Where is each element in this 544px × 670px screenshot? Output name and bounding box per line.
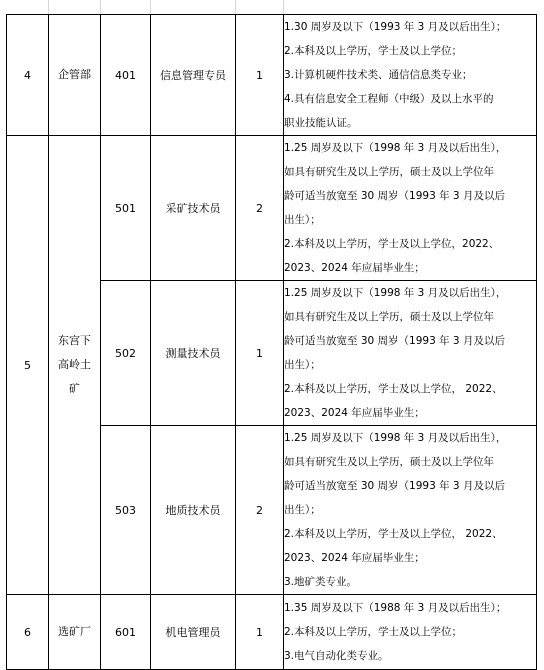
requirement-line: 2.本科及以上学历，学士及以上学位；	[284, 45, 463, 57]
job-code-cell: 601	[101, 595, 151, 670]
unit-cell	[49, 595, 101, 670]
headcount-cell: 1	[236, 15, 284, 136]
requirement-line: 1.25 周岁及以下（1998 年 3 月及以后出生），	[284, 432, 507, 444]
requirement-line: 3.计算机硬件技术类、通信信息类专业；	[284, 69, 473, 81]
job-title-cell: 地质技术员	[151, 426, 236, 595]
requirement-line: 2.本科及以上学历，学士及以上学位，2022、	[284, 238, 500, 250]
job-title-cell: 测量技术员	[151, 281, 236, 426]
requirement-line: 出生）；	[284, 504, 321, 516]
requirement-line: 4.具有信息安全工程师（中级）及以上水平的	[284, 93, 494, 105]
requirements-cell	[284, 426, 537, 595]
requirement-line: 职业技能认证。	[284, 117, 358, 129]
requirements-cell	[284, 281, 537, 426]
unit-cell	[49, 15, 101, 136]
requirement-line: 2.本科及以上学历，学士及以上学位， 2022、	[284, 528, 503, 540]
requirement-line: 3.地矿类专业。	[284, 576, 358, 588]
headcount-cell: 1	[236, 595, 284, 670]
requirement-line: 龄可适当放宽至 30 周岁（1993 年 3 月及以后	[284, 335, 505, 347]
job-title-cell: 机电管理员	[151, 595, 236, 670]
table-row	[7, 15, 537, 136]
job-code-cell: 502	[101, 281, 151, 426]
requirement-line: 1.35 周岁及以下（1988 年 3 月及以后出生）；	[284, 602, 507, 614]
headcount-cell: 1	[236, 281, 284, 426]
unit-name-line: 东宫下	[58, 334, 91, 347]
job-code-cell: 503	[101, 426, 151, 595]
headcount-cell: 2	[236, 426, 284, 595]
requirement-line: 2023、2024 年应届毕业生；	[284, 552, 425, 564]
requirements-cell	[284, 15, 537, 136]
requirement-line: 3.电气自动化类专业。	[284, 650, 389, 662]
table-row	[7, 136, 537, 281]
requirement-line: 1.30 周岁及以下（1993 年 3 月及以后出生）；	[284, 21, 507, 33]
requirement-line: 如具有研究生及以上学历，硕士及以上学位年	[284, 311, 494, 323]
unit-name-line: 选矿厂	[58, 625, 91, 638]
seq-cell: 5	[7, 136, 49, 595]
unit-cell	[49, 136, 101, 595]
headcount-cell: 2	[236, 136, 284, 281]
unit-name-line: 矿	[69, 382, 80, 395]
requirements-cell	[284, 136, 537, 281]
requirement-line: 龄可适当放宽至 30 周岁（1993 年 3 月及以后	[284, 480, 505, 492]
previous-page-fragment	[0, 0, 544, 14]
requirement-line: 出生）；	[284, 359, 321, 371]
requirement-line: 2023、2024 年应届毕业生；	[284, 407, 425, 419]
job-title-cell: 信息管理专员	[151, 15, 236, 136]
unit-name-line: 高岭土	[58, 358, 91, 371]
requirement-line: 2023、2024 年应届毕业生；	[284, 262, 425, 274]
seq-cell: 4	[7, 15, 49, 136]
job-requirements-table	[6, 14, 537, 670]
requirement-line: 2.本科及以上学历，学士及以上学位；	[284, 626, 463, 638]
requirement-line: 1.25 周岁及以下（1998 年 3 月及以后出生），	[284, 287, 507, 299]
requirement-line: 出生）；	[284, 214, 321, 226]
requirement-line: 1.25 周岁及以下（1998 年 3 月及以后出生），	[284, 142, 507, 154]
job-title-cell: 采矿技术员	[151, 136, 236, 281]
job-code-cell: 501	[101, 136, 151, 281]
unit-name-line: 企管部	[58, 68, 91, 81]
seq-cell: 6	[7, 595, 49, 670]
requirement-line: 龄可适当放宽至 30 周岁（1993 年 3 月及以后	[284, 190, 505, 202]
requirements-cell	[284, 595, 537, 670]
requirement-line: 如具有研究生及以上学历，硕士及以上学位年	[284, 166, 494, 178]
table-row	[7, 595, 537, 670]
requirement-line: 如具有研究生及以上学历，硕士及以上学位年	[284, 456, 494, 468]
job-code-cell: 401	[101, 15, 151, 136]
requirement-line: 2.本科及以上学历，学士及以上学位， 2022、	[284, 383, 503, 395]
